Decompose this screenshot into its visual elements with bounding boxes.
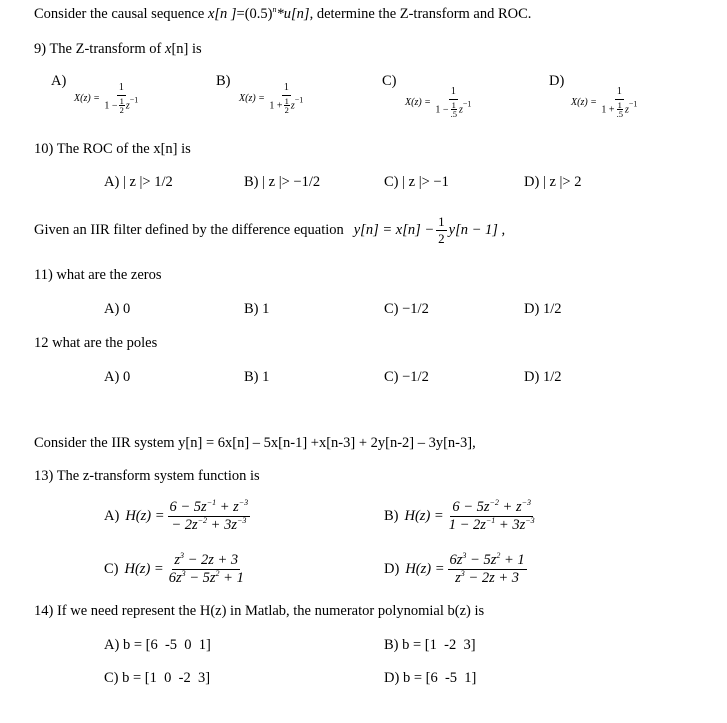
q9-option-b[interactable]: B): [216, 73, 231, 89]
intro-tail: , determine the Z-transform and ROC.: [309, 6, 532, 22]
iir-frac: $\frac{1}{2}$: [438, 214, 445, 246]
iir-eq-post: y[n − 1] ,: [448, 221, 506, 238]
q11-option-d[interactable]: D) 1/2: [524, 301, 562, 317]
seq-eq: =(0.5): [236, 6, 273, 22]
q10-label: 10) The ROC of the x[n] is: [34, 141, 191, 157]
q11-option-b[interactable]: B) 1: [244, 301, 270, 317]
q12-option-d[interactable]: D) 1/2: [524, 369, 562, 385]
q9-option-a-formula: X(z) = 1 1 − $\frac{1}{2}$ $z^{-1}$: [74, 82, 139, 115]
iir-statement: Given an IIR filter defined by the difference equation y[n] = x[n] − $\frac{1}{2}$ y[n − 1] ,: [34, 214, 506, 246]
q10-option-d[interactable]: D) | z |> 2: [524, 174, 582, 190]
q9-option-d[interactable]: D): [549, 73, 565, 89]
q11-label: 11) what are the zeros: [34, 267, 162, 283]
q13-option-a[interactable]: A) H(z) = $\frac{6 - 5z^{-1} + z^{-3}}{- 2z^{-2} + 3z^{-3}}$: [104, 498, 249, 534]
q10-option-a[interactable]: A) | z |> 1/2: [104, 174, 173, 190]
q9-option-b-formula: X(z) = 1 1 + $\frac{1}{2}$ $z^{-1}$: [239, 82, 304, 115]
q9-option-d-formula: X(z) = 1 1 + $\frac{1}{.5}$ $z^{-1}$: [571, 86, 638, 119]
iir-eq-pre: y[n] = x[n] −: [353, 221, 435, 238]
intro-line: [34, 7, 531, 22]
seq-exp: n: [272, 5, 277, 14]
system-statement: Consider the IIR system y[n] = 6x[n] – 5x[n-1] +x[n-3] + 2y[n-2] – 3y[n-3],: [34, 435, 476, 451]
q9-option-c[interactable]: C): [382, 73, 397, 89]
q14-option-b[interactable]: B) b = [1 -2 3]: [384, 637, 476, 653]
q11-option-a[interactable]: A) 0: [104, 301, 131, 317]
q13-option-c[interactable]: C) H(z) = $\frac{z^3 - 2z + 3}{6z^3 - 5z^2 + 1}$: [104, 551, 244, 587]
q9-option-c-formula: X(z) = 1 1 − $\frac{1}{.5}$ $z^{-1}$: [405, 86, 472, 119]
q13-label: 13) The z-transform system function is: [34, 468, 260, 484]
q14-label: 14) If we need represent the H(z) in Matlab, the numerator polynomial b(z) is: [34, 603, 485, 619]
q10-option-b[interactable]: B) | z |> −1/2: [244, 174, 321, 190]
q9-label: 9) The Z-transform of x[n] is: [34, 41, 202, 57]
q14-option-c[interactable]: C) b = [1 0 -2 3]: [104, 670, 211, 686]
q13-option-b[interactable]: B) H(z) = $\frac{6 - 5z^{-2} + z^{-3}}{1 - 2z^{-1} + 3z^{-3}}$: [384, 498, 535, 534]
q9-option-a[interactable]: A): [51, 73, 67, 89]
q14-option-a[interactable]: A) b = [6 -5 0 1]: [104, 637, 211, 653]
q12-option-b[interactable]: B) 1: [244, 369, 270, 385]
q13-option-d[interactable]: D) H(z) = $\frac{6z^3 - 5z^2 + 1}{z^3 - 2z + 3}$: [384, 551, 525, 587]
q14-option-d[interactable]: D) b = [6 -5 1]: [384, 670, 477, 686]
seq-lhs: x[n ]: [207, 6, 237, 22]
q12-option-a[interactable]: A) 0: [104, 369, 131, 385]
intro-text: Consider the causal sequence: [34, 6, 205, 22]
q11-option-c[interactable]: C) −1/2: [384, 301, 429, 317]
q12-option-c[interactable]: C) −1/2: [384, 369, 429, 385]
q10-option-c[interactable]: C) | z |> −1: [384, 174, 449, 190]
seq-rest: *u[n]: [276, 6, 310, 22]
q12-label: 12 what are the poles: [34, 335, 158, 351]
